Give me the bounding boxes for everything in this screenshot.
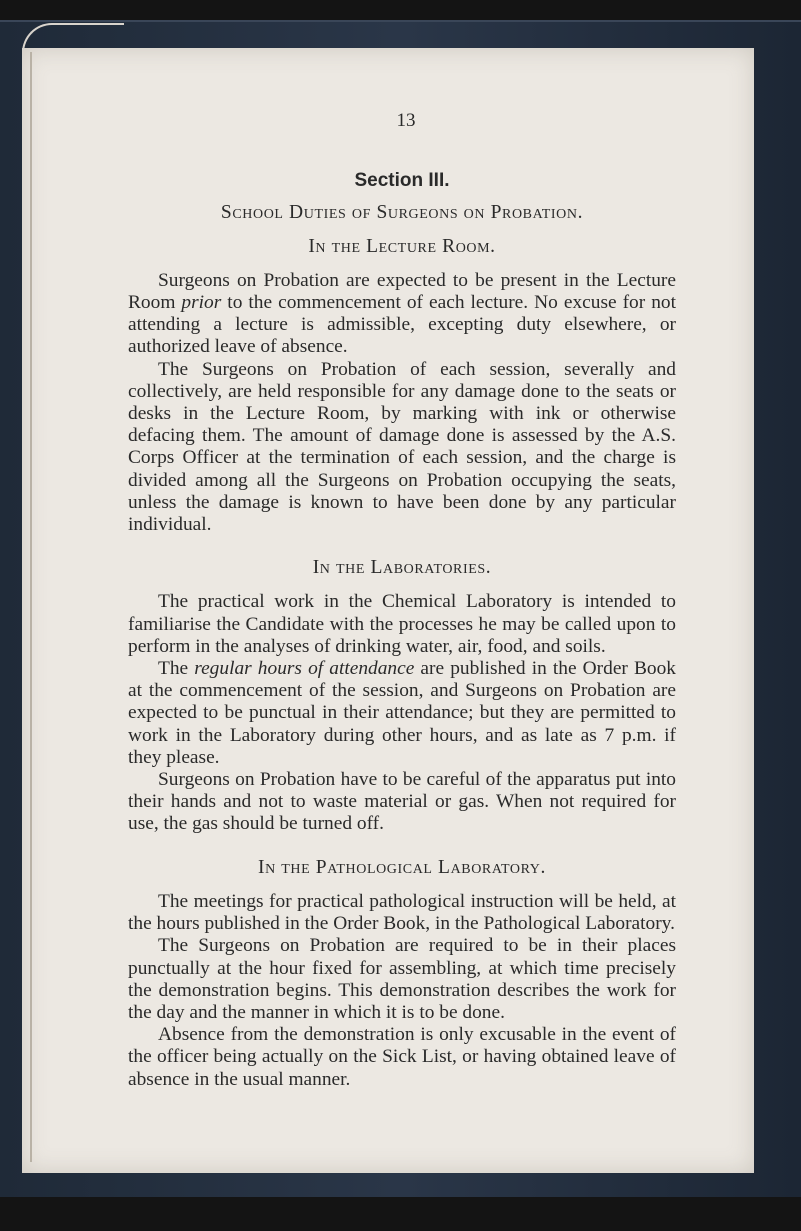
paragraph: Absence from the demonstration is only excusable in the event of the officer being actually on the Sick List, or having obtained leave of absence in the usual manner.	[128, 1024, 676, 1090]
heading-laboratories: In the Laboratories.	[312, 557, 492, 579]
lecture-room-text	[128, 270, 676, 536]
emphasis-text: regular hours of attendance	[194, 658, 415, 680]
page-number: 13	[396, 110, 416, 131]
paragraph	[128, 270, 676, 359]
heading-pathological-laboratory: In the Pathological Laboratory.	[258, 856, 546, 878]
paragraph: The Surgeons on Probation are required to be in their places punctually at the hour fixed for assembling, at which time precisely the demonstration begins. This demonstration describes the work for the day and the manner in which it is to be done.	[128, 935, 676, 1023]
section-title: Section III.	[354, 170, 450, 192]
page-gutter	[30, 52, 32, 1162]
paragraph: Surgeons on Probation have to be careful of the apparatus put into their hands and not to waste material or gas. When not required for use, the gas should be turned off.	[128, 769, 676, 835]
paragraph-text: to the commencement of each lecture. No excuse for not attending a lecture is admissible, excepting duty elsewhere, or authorized leave of absence.	[128, 292, 676, 358]
paragraph: The meetings for practical pathological instruction will be held, at the hours published in the Order Book, in the Pathological Laboratory.	[128, 890, 676, 935]
paragraph-text: The	[158, 658, 195, 680]
paragraph-text: are published in the Order Book at the commencement of the session, and Surgeons on Probation are expected to be punctual in their attendance; but they are permitted to work in the Laboratory during other hours, and as late as 7 p.m. if they please.	[128, 658, 676, 768]
laboratories-text	[128, 591, 676, 835]
heading-lecture-room: In the Lecture Room.	[308, 235, 496, 257]
pathological-text	[128, 891, 676, 1091]
paragraph: The Surgeons on Probation of each session, severally and collectively, are held responsible for any damage done to the seats or desks in the Lecture Room, by marking with ink or otherwise defacing them. The amount of damage done is assessed by the A.S. Corps Officer at the termination of each session, and the charge is divided among all the Surgeons on Probation occupying the seats, unless the damage is known to have been done by any particular individual.	[128, 358, 676, 536]
page-content	[128, 110, 676, 1091]
paragraph-text: Surgeons on Probation are expected to be present in the Lecture Room	[128, 269, 676, 314]
paragraph	[128, 658, 676, 769]
emphasis-text: prior	[181, 292, 222, 314]
section-subtitle: School Duties of Surgeons on Probation.	[220, 202, 584, 224]
paragraph: The practical work in the Chemical Laboratory is intended to familiarise the Candidate with the processes he may be called upon to perform in the analyses of drinking water, air, food, and soils.	[128, 591, 676, 657]
